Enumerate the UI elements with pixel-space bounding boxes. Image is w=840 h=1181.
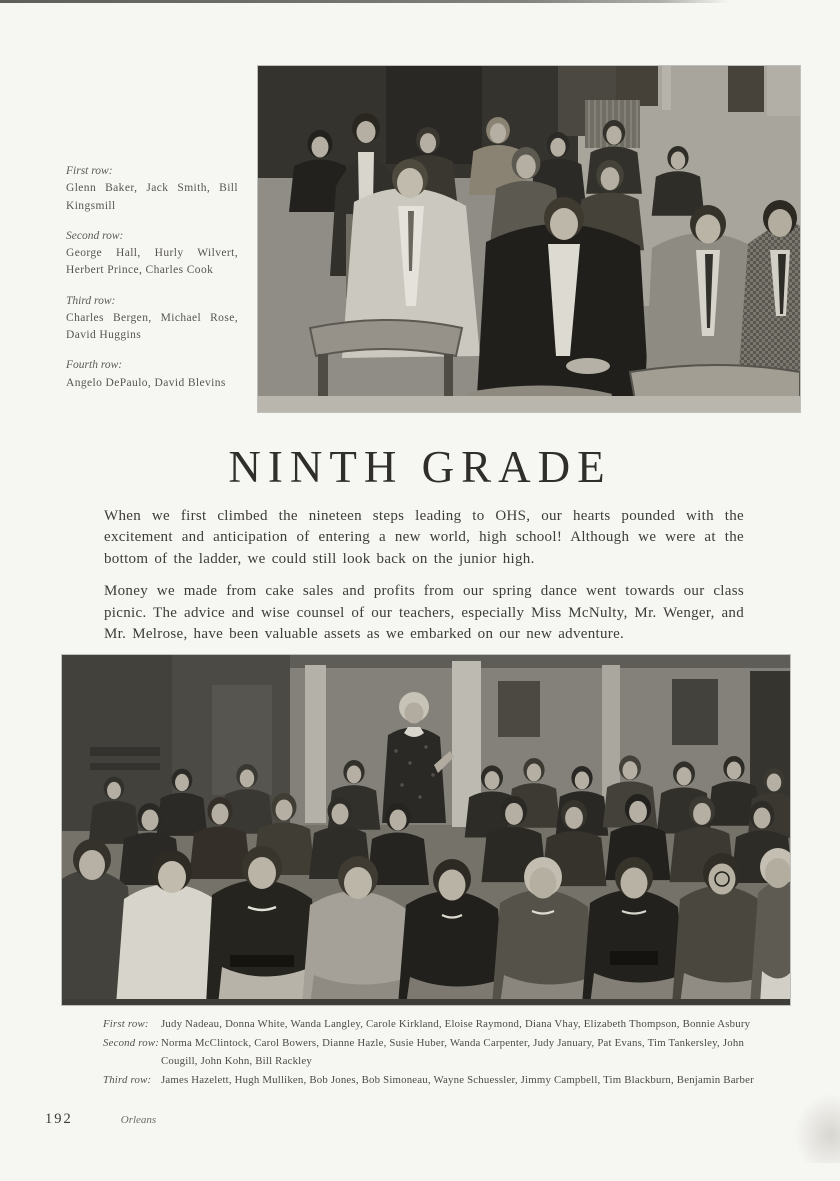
caption-row bbox=[103, 1072, 765, 1089]
body-text bbox=[104, 506, 744, 657]
page-footer bbox=[45, 1110, 445, 1128]
caption-row-names: James Hazelett, Hugh Mulliken, Bob Jones, Bob Simoneau, Wayne Schuessler, Jimmy Campbell, Tim Blackburn, Benjamin Barber bbox=[161, 1074, 754, 1087]
caption-row-label: Fourth row: bbox=[66, 359, 123, 372]
classroom-photo bbox=[258, 66, 800, 412]
caption-row-group bbox=[66, 163, 238, 215]
caption-row-group bbox=[66, 293, 238, 345]
caption-row-names: Charles Bergen, Michael Rose, David Huggins bbox=[66, 311, 238, 341]
paragraph: Money we made from cake sales and profits from our spring dance went towards our class picnic. The advice and wise counsel of our teachers, especially Miss McNulty, Mr. Wenger, and Mr. Melrose, have been valuable assets as we embarked on our new adventure. bbox=[104, 583, 744, 643]
caption-row-names: Glenn Baker, Jack Smith, Bill Kingsmill bbox=[66, 182, 238, 212]
caption-row-label: Second row: bbox=[103, 1037, 160, 1050]
caption-row bbox=[103, 1035, 765, 1070]
caption-row-label: Third row: bbox=[103, 1074, 152, 1087]
caption-row-group bbox=[66, 228, 238, 280]
assembly-photo bbox=[62, 655, 790, 1005]
caption-row-label: Third row: bbox=[66, 294, 116, 307]
caption-row-names: George Hall, Hurly Wilvert, Herbert Prince, Charles Cook bbox=[66, 247, 238, 277]
page-title: NINTH GRADE bbox=[228, 442, 612, 492]
caption-row-names: Angelo DePaulo, David Blevins bbox=[66, 376, 226, 389]
caption-row-label: First row: bbox=[103, 1018, 149, 1030]
scan-smudge bbox=[794, 1093, 840, 1163]
book-title: Orleans bbox=[120, 1114, 157, 1126]
caption-row-label: First row: bbox=[66, 165, 113, 177]
caption-row bbox=[103, 1016, 765, 1033]
scan-edge-line bbox=[0, 0, 752, 3]
caption-row-names: Judy Nadeau, Donna White, Wanda Langley, Carole Kirkland, Eloise Raymond, Diana Vhay, Elizabeth Thompson, Bonnie Asbury bbox=[161, 1018, 751, 1030]
caption-row-names: Norma McClintock, Carol Bowers, Dianne Hazle, Susie Huber, Wanda Carpenter, Judy January, Pat Evans, Tim Tankersley, John Cougill, John Kohn, Bill Rackley bbox=[161, 1037, 745, 1067]
paragraph: When we first climbed the nineteen steps leading to OHS, our hearts pounded with the excitement and anticipation of entering a new world, high school! Although we were at the bottom of the ladder, we could still look back on the junior high. bbox=[104, 508, 744, 567]
top-photo-caption bbox=[66, 163, 238, 405]
bottom-photo-caption bbox=[103, 1016, 765, 1092]
page-number: 192 bbox=[45, 1111, 73, 1127]
caption-row-label: Second row: bbox=[66, 229, 124, 242]
caption-row-group bbox=[66, 357, 238, 392]
